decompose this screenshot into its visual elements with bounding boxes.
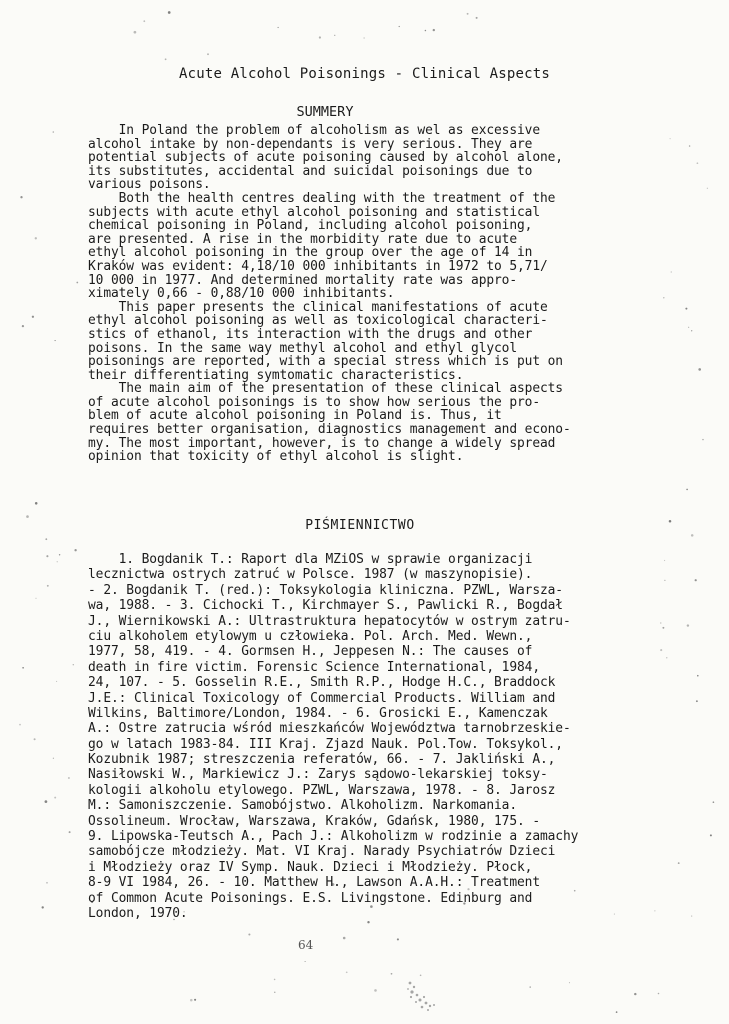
- summary-line: In Poland the problem of alcoholism as wel as excessive: [88, 123, 540, 138]
- summary-line: ethyl alcohol poisoning as well as toxicological characteri-: [88, 313, 548, 329]
- summary-line: its substitutes, accidental and suicidal poisonings due to: [88, 163, 533, 179]
- scan-speck: [35, 237, 37, 239]
- summary-line: The main aim of the presentation of these clinical aspects: [88, 381, 563, 397]
- scan-speck: [68, 777, 70, 779]
- scan-speck: [691, 916, 692, 917]
- summary-line: requires better organisation, diagnostics management and econo-: [88, 422, 571, 438]
- scan-speck: [274, 992, 275, 993]
- scan-speck: [364, 37, 365, 38]
- scan-speck: [634, 993, 636, 995]
- scan-speck: [274, 979, 276, 981]
- scan-speck: [76, 282, 78, 284]
- scan-speck: [658, 993, 660, 995]
- summary-line: poisons. In the same way methyl alcohol and ethyl glycol: [88, 340, 518, 356]
- reference-line: J., Wiernikowski A.: Ultrastruktura hepatocytów w ostrym zatru-: [88, 613, 571, 629]
- summary-line: ethyl alcohol poisoning in the group over the age of 14 in: [88, 245, 533, 261]
- page-number: 64: [298, 938, 314, 952]
- reference-line: go w latach 1983-84. III Kraj. Zjazd Nauk. Pol.Tow. Toksykol.,: [88, 736, 563, 752]
- summary-line: are presented. A rise in the morbidity rate due to acute: [88, 231, 518, 247]
- summary-heading: SUMMERY: [296, 104, 354, 120]
- summary-line: Both the health centres dealing with the treatment of the: [88, 190, 556, 206]
- scan-speck: [662, 627, 664, 629]
- summary-line: subjects with acute ethyl alcohol poisoning and statistical: [88, 204, 540, 220]
- document-title: Acute Alcohol Poisonings - Clinical Aspects: [178, 66, 551, 82]
- scan-speck: [134, 31, 137, 34]
- scan-speck: [343, 937, 346, 940]
- scan-speck: [47, 585, 49, 587]
- scan-speck: [616, 1011, 618, 1013]
- scan-speck: [696, 700, 698, 702]
- scan-speck: [689, 145, 691, 147]
- scan-speck: [691, 330, 692, 331]
- scan-speck: [46, 555, 48, 557]
- scan-speck: [74, 549, 76, 551]
- reference-line: - 2. Bogdanik T. (red.): Toksykologia kliniczna. PZWL, Warsza-: [88, 582, 563, 598]
- scan-speck: [425, 30, 427, 32]
- summary-line: poisonings are reported, with a special stress which is put on: [88, 354, 563, 370]
- scan-speck: [143, 20, 145, 22]
- scan-speck: [165, 58, 167, 60]
- reference-line: ciu alkoholem etylowym u człowieka. Pol. Arch. Med. Wewn.,: [88, 628, 533, 644]
- summary-line: chemical poisoning in Poland, including alcohol poisoning,: [88, 218, 533, 234]
- scan-speck: [334, 35, 335, 36]
- scan-speck: [663, 297, 664, 298]
- scan-speck: [346, 971, 348, 973]
- scan-speck: [697, 675, 699, 677]
- reference-line: London, 1970.: [88, 905, 188, 921]
- scan-speck: [55, 340, 56, 341]
- scan-speck: [278, 27, 279, 28]
- references-body: [88, 552, 648, 921]
- scan-speck: [45, 538, 47, 540]
- summary-line: This paper presents the clinical manifestations of acute: [88, 299, 548, 315]
- scan-speck: [22, 667, 24, 669]
- reference-line: 1. Bogdanik T.: Raport dla MZiOS w sprawie organizacji: [88, 552, 533, 567]
- summary-line: stics of ethanol, its interaction with the drugs and other: [88, 326, 533, 342]
- scan-speck: [670, 138, 671, 139]
- scan-speck: [34, 738, 36, 740]
- scan-speck: [35, 502, 38, 505]
- scan-speck: [319, 36, 321, 38]
- scan-speck: [57, 561, 58, 562]
- reference-line: Kozubnik 1987; streszczenia referatów, 66. - 7. Jakliński A.,: [88, 752, 556, 768]
- scan-speck: [671, 271, 672, 272]
- summary-line: ximately 0,66 - 0,88/10 000 inhibitants.: [88, 286, 395, 302]
- scan-speck: [19, 724, 21, 726]
- scan-speck: [476, 17, 478, 19]
- scan-speck: [305, 961, 306, 962]
- scan-speck: [685, 308, 687, 310]
- scan-speck: [664, 560, 665, 561]
- scan-speck: [45, 800, 48, 803]
- scan-speck: [697, 162, 699, 164]
- scan-speck: [702, 439, 703, 440]
- scan-speck: [660, 649, 662, 651]
- scan-speck: [46, 882, 48, 884]
- scan-speck: [248, 933, 250, 935]
- summary-line: opinion that toxicity of ethyl alcohol is slight.: [88, 449, 464, 465]
- scan-speck: [710, 834, 712, 836]
- summary-line: alcohol intake by non-dependants is very serious. They are: [88, 136, 533, 152]
- scan-speck: [22, 325, 24, 327]
- reference-line: samobójcze młodzieży. Mat. VI Kraj. Narady Psychiatrów Dzieci: [88, 844, 556, 860]
- references-heading: PIŚMIENNICTWO: [305, 518, 415, 533]
- reference-line: J.E.: Clinical Toxicology of Commercial Products. William and: [88, 690, 556, 706]
- reference-line: A.: Ostre zatrucia wśród mieszkańców Województwa tarnobrzeskie-: [88, 721, 571, 737]
- scan-speck: [713, 801, 715, 803]
- reference-line: Nasiłowski W., Markiewicz J.: Zarys sądowo-lekarskiej toksy-: [88, 767, 548, 783]
- scan-speck: [707, 188, 708, 189]
- scan-speck: [666, 657, 667, 658]
- scan-speck: [56, 681, 57, 682]
- scan-speck: [53, 131, 55, 133]
- scan-speck: [391, 973, 393, 975]
- scan-speck: [660, 622, 661, 623]
- scan-speck: [42, 906, 44, 908]
- scan-speck: [190, 999, 193, 1002]
- scan-speck: [59, 554, 60, 555]
- scan-speck: [35, 598, 36, 599]
- summary-line: Kraków was evident: 4,18/10 000 inhibitants in 1972 to 5,71/: [88, 258, 548, 274]
- scan-speck: [32, 316, 34, 318]
- scan-speck: [698, 368, 701, 371]
- summary-line: 10 000 in 1977. And determined mortality rate was appro-: [88, 272, 518, 288]
- reference-line: i Młodzieży oraz IV Symp. Nauk. Dzieci i Młodzieży. Płock,: [88, 859, 533, 875]
- summary-line: their differentiating symtomatic characteristics.: [88, 367, 464, 383]
- scan-speck: [569, 982, 570, 983]
- reference-line: lecznictwa ostrych zatruć w Polsce. 1987 (w maszynopisie).: [88, 567, 533, 583]
- scan-speck: [664, 580, 665, 581]
- scan-speck: [654, 910, 655, 911]
- scan-speck: [433, 29, 435, 31]
- scan-speck: [686, 489, 688, 491]
- scan-speck: [168, 11, 171, 14]
- scan-speck: [73, 664, 74, 665]
- scan-speck: [20, 196, 22, 198]
- scan-speck: [529, 986, 530, 987]
- scan-speck: [69, 831, 71, 833]
- scan-smudge: [400, 975, 446, 1015]
- reference-line: 8-9 VI 1984, 26. - 10. Matthew H., Lawson A.A.H.: Treatment: [88, 875, 540, 891]
- summary-body: [88, 124, 648, 464]
- scan-speck: [399, 26, 400, 27]
- scan-speck: [467, 13, 469, 15]
- scan-speck: [54, 797, 56, 799]
- scan-speck: [374, 989, 377, 992]
- scan-speck: [207, 53, 209, 55]
- summary-line: my. The most important, however, is to change a widely spread: [88, 435, 556, 451]
- reference-line: 24, 107. - 5. Gosselin R.E., Smith R.P., Hodge H.C., Braddock: [88, 675, 556, 691]
- scan-speck: [687, 624, 689, 626]
- summary-line: potential subjects of acute poisoning caused by alcohol alone,: [88, 150, 563, 166]
- summary-line: blem of acute alcohol poisoning in Poland is. Thus, it: [88, 408, 502, 424]
- scan-speck: [53, 758, 54, 759]
- reference-line: wa, 1988. - 3. Cichocki T., Kirchmayer S., Pawlicki R., Bogdał: [88, 598, 563, 614]
- reference-line: Wilkins, Baltimore/London, 1984. - 6. Grosicki E., Kamenczak: [88, 705, 548, 721]
- scan-speck: [691, 534, 694, 537]
- reference-line: of Common Acute Poisonings. E.S. Livingstone. Edinburg and: [88, 890, 533, 906]
- scan-speck: [194, 999, 196, 1001]
- reference-line: M.: Samoniszczenie. Samobójstwo. Alkoholizm. Narkomania.: [88, 798, 518, 814]
- reference-line: kologii alkoholu etylowego. PZWL, Warszawa, 1978. - 8. Jarosz: [88, 782, 556, 798]
- scan-speck: [678, 862, 680, 864]
- scan-speck: [397, 938, 399, 940]
- scan-speck: [695, 579, 697, 581]
- summary-line: of acute alcohol poisonings is to show how serious the pro-: [88, 394, 540, 410]
- scan-speck: [688, 327, 689, 328]
- summary-line: various poisons.: [88, 177, 211, 193]
- reference-line: death in fire victim. Forensic Science International, 1984,: [88, 659, 540, 675]
- reference-line: 1977, 58, 419. - 4. Gormsen H., Jeppesen N.: The causes of: [88, 644, 533, 660]
- reference-line: Ossolineum. Wrocław, Warszawa, Kraków, Gdańsk, 1980, 175. -: [88, 813, 540, 829]
- reference-line: 9. Lipowska-Teutsch A., Pach J.: Alkoholizm w rodzinie a zamachy: [88, 829, 579, 845]
